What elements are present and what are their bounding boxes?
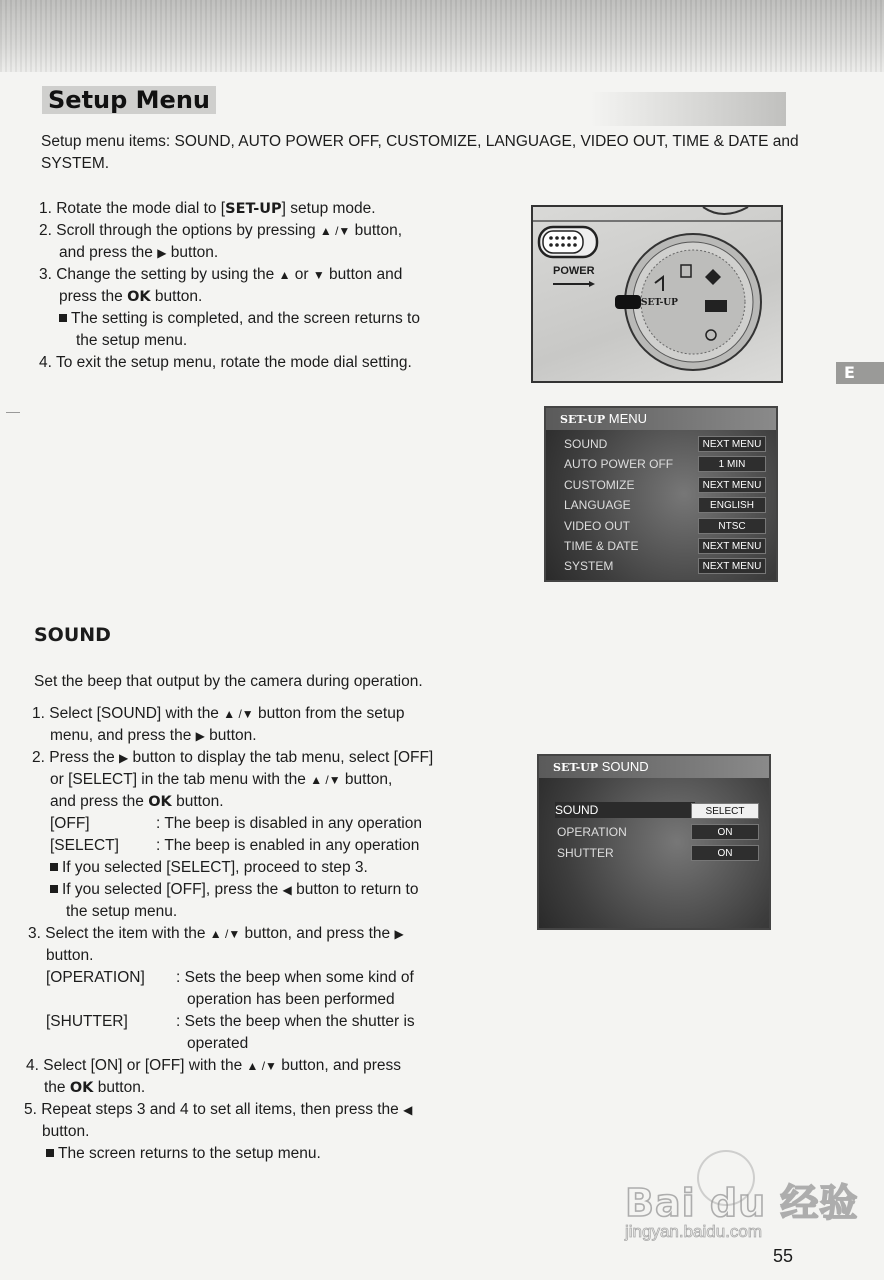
camera-mode-dial-image [531,205,783,383]
scan-top-band [0,0,884,72]
setup-menu-screen [544,406,778,582]
menu-row-value: NEXT MENU [698,558,766,574]
sound-step-3-cont: button. [46,947,94,964]
right-arrow-icon: ▶ [394,927,404,941]
down-arrow-icon: ▼ [312,268,325,282]
watermark-brand: Bai du 经验 [625,1181,859,1225]
option-shutter-cont: operated [187,1035,249,1052]
step-2: 2. Scroll through the options by pressing ▲ /▼ button, [39,222,403,239]
menu-row-label: CUSTOMIZE [564,478,635,492]
setup-steps [39,198,420,374]
menu-row-label: SYSTEM [564,559,614,573]
sound-row-value: ON [691,845,759,861]
step-1: 1. Rotate the mode dial to [SET-UP] setup mode. [39,200,376,217]
menu-row-label: SOUND [564,437,608,451]
sound-step-2: 2. Press the ▶ button to display the tab menu, select [OFF] [32,749,434,766]
up-down-arrows-icon: ▲ /▼ [209,927,241,941]
sound-step-5-cont: button. [42,1123,90,1140]
bullet-square-icon [50,863,58,871]
sound-step-4: 4. Select [ON] or [OFF] with the ▲ /▼ button, and press [26,1057,402,1074]
right-arrow-icon: ▶ [195,729,205,743]
option-shutter: [SHUTTER] : Sets the beep when the shutter is [46,1013,415,1030]
step-4: 4. To exit the setup menu, rotate the mode dial setting. [39,354,412,371]
option-off: [OFF] : The beep is disabled in any operation [50,815,422,832]
up-arrow-icon: ▲ [278,268,291,282]
menu-row-label: TIME & DATE [564,539,639,553]
sound-row-value-selected: SELECT [691,803,759,819]
sound-row-label: OPERATION [557,825,627,839]
sound-step-2-cont: or [SELECT] in the tab menu with the ▲ /▼ button, [50,771,393,788]
note-return: The screen returns to the setup menu. [32,1143,433,1165]
sound-menu-screen-header: SET-UP SOUND [539,756,769,778]
sound-steps [24,703,434,1165]
bullet-square-icon [50,885,58,893]
step-3-cont: press the OK button. [59,288,203,305]
camera-illustration [533,207,781,381]
setup-intro: Setup menu items: SOUND, AUTO POWER OFF, CUSTOMIZE, LANGUAGE, VIDEO OUT, TIME & DATE and SYSTEM. [41,133,799,172]
page-title: Setup Menu [42,86,216,114]
menu-row-label: LANGUAGE [564,498,631,512]
watermark-url: jingyan.baidu.com [625,1222,763,1241]
right-arrow-icon: ▶ [119,751,129,765]
step-2-cont: and press the ▶ button. [59,244,219,261]
margin-mark [6,412,20,413]
step-3-note-cont: the setup menu. [76,332,188,349]
sound-row-label: SHUTTER [557,846,614,860]
note-off-cont: the setup menu. [66,903,178,920]
sound-step-3: 3. Select the item with the ▲ /▼ button, and press the ▶ [28,925,404,942]
left-arrow-icon: ◀ [282,883,292,897]
power-label: POWER [553,265,595,277]
sound-menu-screen [537,754,771,930]
setup-menu-screen-header: SET-UP MENU [546,408,776,430]
bullet-square-icon [46,1149,54,1157]
menu-row-value: ENGLISH [698,497,766,513]
left-arrow-icon: ◀ [403,1103,413,1117]
up-down-arrows-icon: ▲ /▼ [310,773,341,787]
note-select: If you selected [SELECT], proceed to step 3. [32,857,433,879]
sound-step-1-cont: menu, and press the ▶ button. [50,727,257,744]
option-operation-cont: operation has been performed [187,991,395,1008]
menu-row-value: NEXT MENU [698,436,766,452]
page-number: 55 [773,1246,794,1266]
note-off: If you selected [OFF], press the ◀ button to return to [32,879,433,901]
up-down-arrows-icon: ▲ /▼ [319,224,351,238]
option-operation: [OPERATION] : Sets the beep when some kind of [46,969,414,986]
bullet-square-icon [59,314,67,322]
sound-heading: SOUND [34,624,111,646]
up-down-arrows-icon: ▲ /▼ [223,707,254,721]
option-select: [SELECT] : The beep is enabled in any operation [50,837,420,854]
dial-setup-label: SET-UP [641,298,678,308]
menu-row-value: NTSC [698,518,766,534]
menu-row-label: VIDEO OUT [564,519,631,533]
step-3-note: The setting is completed, and the screen returns to [39,308,420,330]
section-tab-e: E [836,362,884,384]
scan-smudge [590,92,786,126]
up-down-arrows-icon: ▲ /▼ [246,1059,277,1073]
sound-row-label: SOUND [555,802,695,818]
sound-step-1: 1. Select [SOUND] with the ▲ /▼ button from the setup [32,705,405,722]
menu-row-value: NEXT MENU [698,477,766,493]
step-3: 3. Change the setting by using the ▲ or ▼ button and [39,266,403,283]
sound-step-4-cont: the OK button. [44,1079,146,1096]
sound-step-2-cont: and press the OK button. [50,793,224,810]
sound-step-5: 5. Repeat steps 3 and 4 to set all items, then press the ◀ [24,1101,413,1118]
menu-row-label: AUTO POWER OFF [564,457,674,471]
right-arrow-icon: ▶ [157,246,167,260]
sound-row-value: ON [691,824,759,840]
sound-intro: Set the beep that output by the camera during operation. [34,673,423,690]
menu-row-value: NEXT MENU [698,538,766,554]
menu-row-value: 1 MIN [698,456,766,472]
